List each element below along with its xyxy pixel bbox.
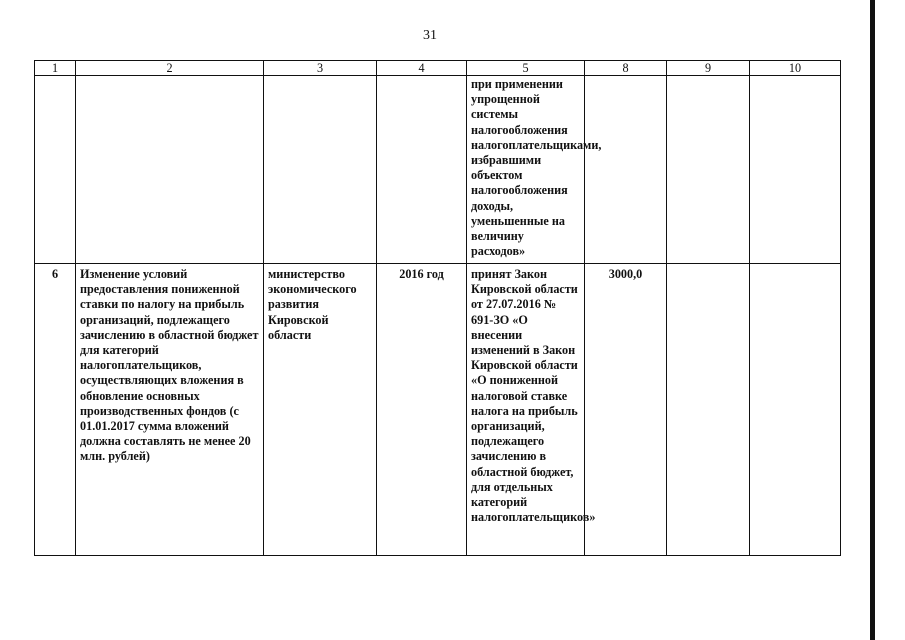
table-row-continuation	[35, 76, 841, 264]
header-col-9: 9	[667, 61, 750, 76]
header-col-5: 5	[467, 61, 585, 76]
cell-period: 2016 год	[377, 264, 467, 556]
cell-empty	[76, 76, 264, 264]
scan-edge	[870, 0, 875, 640]
cell-result: принят Закон Кировской области от 27.07.2016 № 691-ЗО «О внесении изменений в Закон Кировской области «О пониженной налоговой ставке налога на прибыль организаций, подлежащего зачислению в областной бюджет, для отдельных категорий налогоплательщиков»	[467, 264, 585, 556]
header-col-8: 8	[585, 61, 667, 76]
header-col-4: 4	[377, 61, 467, 76]
header-col-1: 1	[35, 61, 76, 76]
cell-col10	[750, 264, 841, 556]
cell-col9	[667, 264, 750, 556]
cell-empty	[585, 76, 667, 264]
cell-empty	[377, 76, 467, 264]
cell-empty	[667, 76, 750, 264]
measures-table	[34, 60, 841, 556]
header-col-2: 2	[76, 61, 264, 76]
page-number: 31	[423, 28, 437, 43]
table-row-6	[35, 264, 841, 556]
header-col-10: 10	[750, 61, 841, 76]
cell-row-number: 6	[35, 264, 76, 556]
cell-amount: 3000,0	[585, 264, 667, 556]
cell-result-continued: при применении упрощенной системы налогообложения налогоплательщиками, избравшими объектом налогообложения доходы, уменьшенные на величину расходов»	[467, 76, 585, 264]
header-col-3: 3	[264, 61, 377, 76]
cell-empty	[35, 76, 76, 264]
cell-empty	[264, 76, 377, 264]
cell-responsible: министерство экономического развития Кировской области	[264, 264, 377, 556]
header-row	[35, 61, 841, 76]
cell-measure: Изменение условий предоставления пониженной ставки по налогу на прибыль организаций, подлежащего зачислению в областной бюджет для категорий налогоплательщиков, осуществляющих вложения в обновление основных производственных фондов (с 01.01.2017 сумма вложений должна составлять не менее 20 млн. рублей)	[76, 264, 264, 556]
cell-empty	[750, 76, 841, 264]
